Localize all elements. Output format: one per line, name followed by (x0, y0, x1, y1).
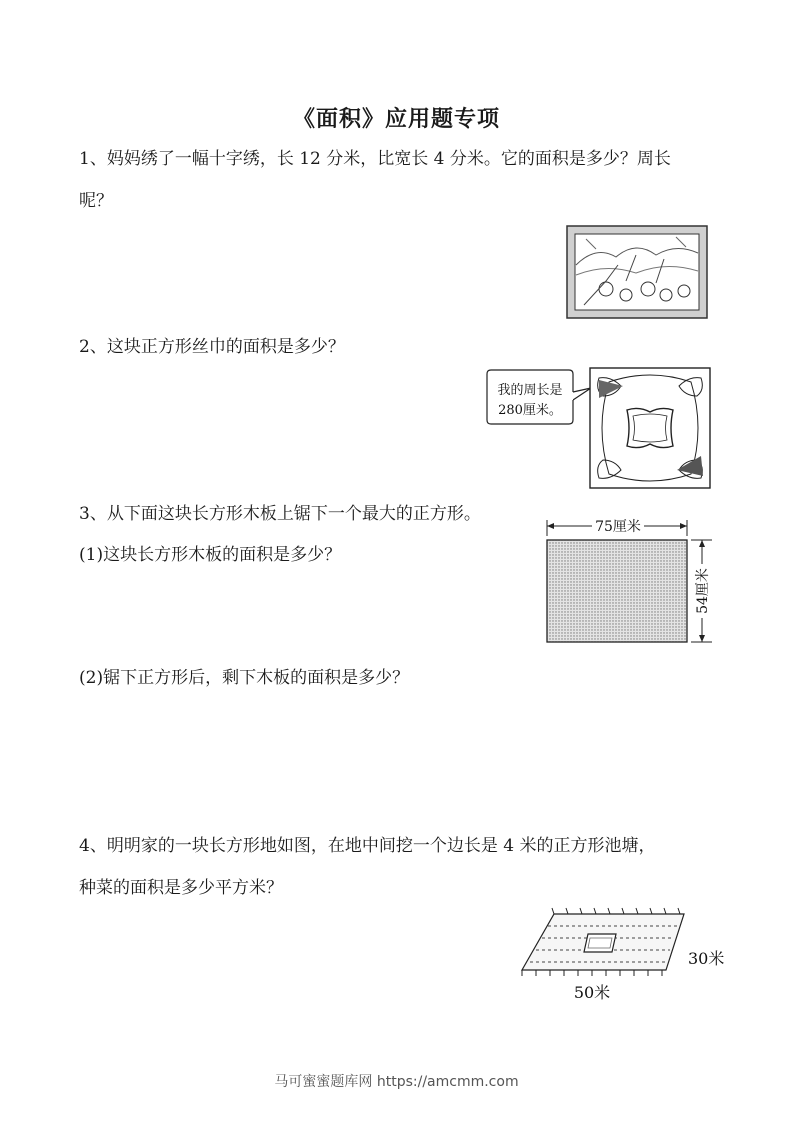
question-3-text: 3、从下面这块长方形木板上锯下一个最大的正方形。 (79, 504, 481, 524)
question-3-part-2: (2)锯下正方形后，剩下木板的面积是多少？ (79, 668, 410, 688)
question-2-text: 2、这块正方形丝巾的面积是多少？ (79, 337, 345, 357)
field-length-label: 50米 (573, 983, 611, 1002)
question-1-line-2: 呢？ (79, 191, 113, 211)
question-3-part-1: (1)这块长方形木板的面积是多少？ (79, 545, 342, 565)
board-width-label: 75厘米 (595, 519, 641, 535)
vegetable-field-figure (516, 908, 725, 1004)
scarf-bubble-line-2: 280厘米。 (498, 403, 562, 418)
scarf-bubble-line-1: 我的周长是 (497, 383, 563, 398)
field-width-label: 30米 (688, 949, 725, 968)
question-4-line-1: 4、明明家的一块长方形地如图，在地中间挖一个边长是 4 米的正方形池塘， (79, 836, 656, 856)
footer-watermark: 马可蜜蜜题库网 https://amcmm.com (274, 1074, 519, 1090)
cross-stitch-picture (566, 225, 708, 319)
page-title: 《面积》应用题专项 (292, 107, 500, 132)
question-1-line-1: 1、妈妈绣了一幅十字绣，长 12 分米，比宽长 4 分米。它的面积是多少？周长 (79, 149, 671, 169)
scarf-figure (481, 366, 713, 490)
board-height-label: 54厘米 (695, 568, 711, 614)
wood-board-figure (540, 512, 715, 648)
question-4-line-2: 种菜的面积是多少平方米？ (79, 878, 283, 898)
